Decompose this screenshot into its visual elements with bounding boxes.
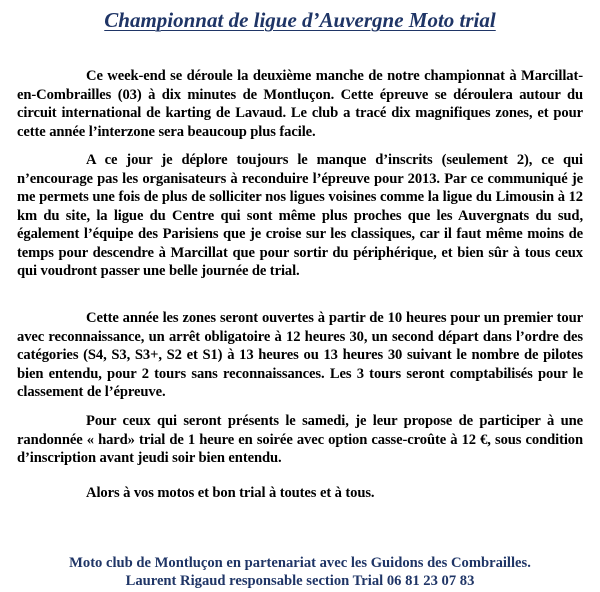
footer-club-line: Moto club de Montluçon en partenariat avec les Guidons des Combrailles. xyxy=(69,555,531,571)
paragraph-intro: Ce week-end se déroule la deuxième manche de notre championnat à Marcillat-en-Combrailles (03) à dix minutes de Montluçon. Cette épreuve se déroulera autour du circuit international de karting de Lavaud. Le club a tracé dix magnifiques zones, et pour cette année l’interzone sera beaucoup plus facile. xyxy=(17,68,583,140)
footer-contact-line: Laurent Rigaud responsable section Trial 06 81 23 07 83 xyxy=(125,573,475,589)
paragraph-registrations: A ce jour je déplore toujours le manque d’inscrits (seulement 2), ce qui n’encourage pas les organisateurs à reconduire l’épreuve pour 2013. Par ce communiqué je me permets une fois de plus de solliciter nos ligues voisines comme la ligue du Limousin à 12 km du site, la ligue du Centre qui sont même plus proches que les Auvergnats du sud, également l’équipe des Parisiens que je croise sur les classiques, car il faut même moins de temps pour descendre à Marcillat que pour sortir du périphérique, et bien sûr à tous ceux qui voudront passer une belle journée de trial. xyxy=(17,152,583,279)
paragraph-closing: Alors à vos motos et bon trial à toutes et à tous. xyxy=(86,485,375,501)
document-title: Championnat de ligue d’Auvergne Moto trial xyxy=(104,8,496,32)
paragraph-schedule: Cette année les zones seront ouvertes à partir de 10 heures pour un premier tour avec reconnaissance, un arrêt obligatoire à 12 heures 30, un second départ dans l’ordre des catégories (S4, S3, S3+, S2 et S1) à 13 heures ou 13 heures 30 suivant le nombre de pilotes bien entendu, pour 2 tours sans reconnaissances. Les 3 tours seront comptabilisés pour le classement de l’épreuve. xyxy=(17,310,583,400)
paragraph-saturday-ride: Pour ceux qui seront présents le samedi, je leur propose de participer à une randonnée « hard» trial de 1 heure en soirée avec option casse-croûte à 12 €, sous condition d’inscription avant jeudi soir bien entendu. xyxy=(17,413,583,466)
